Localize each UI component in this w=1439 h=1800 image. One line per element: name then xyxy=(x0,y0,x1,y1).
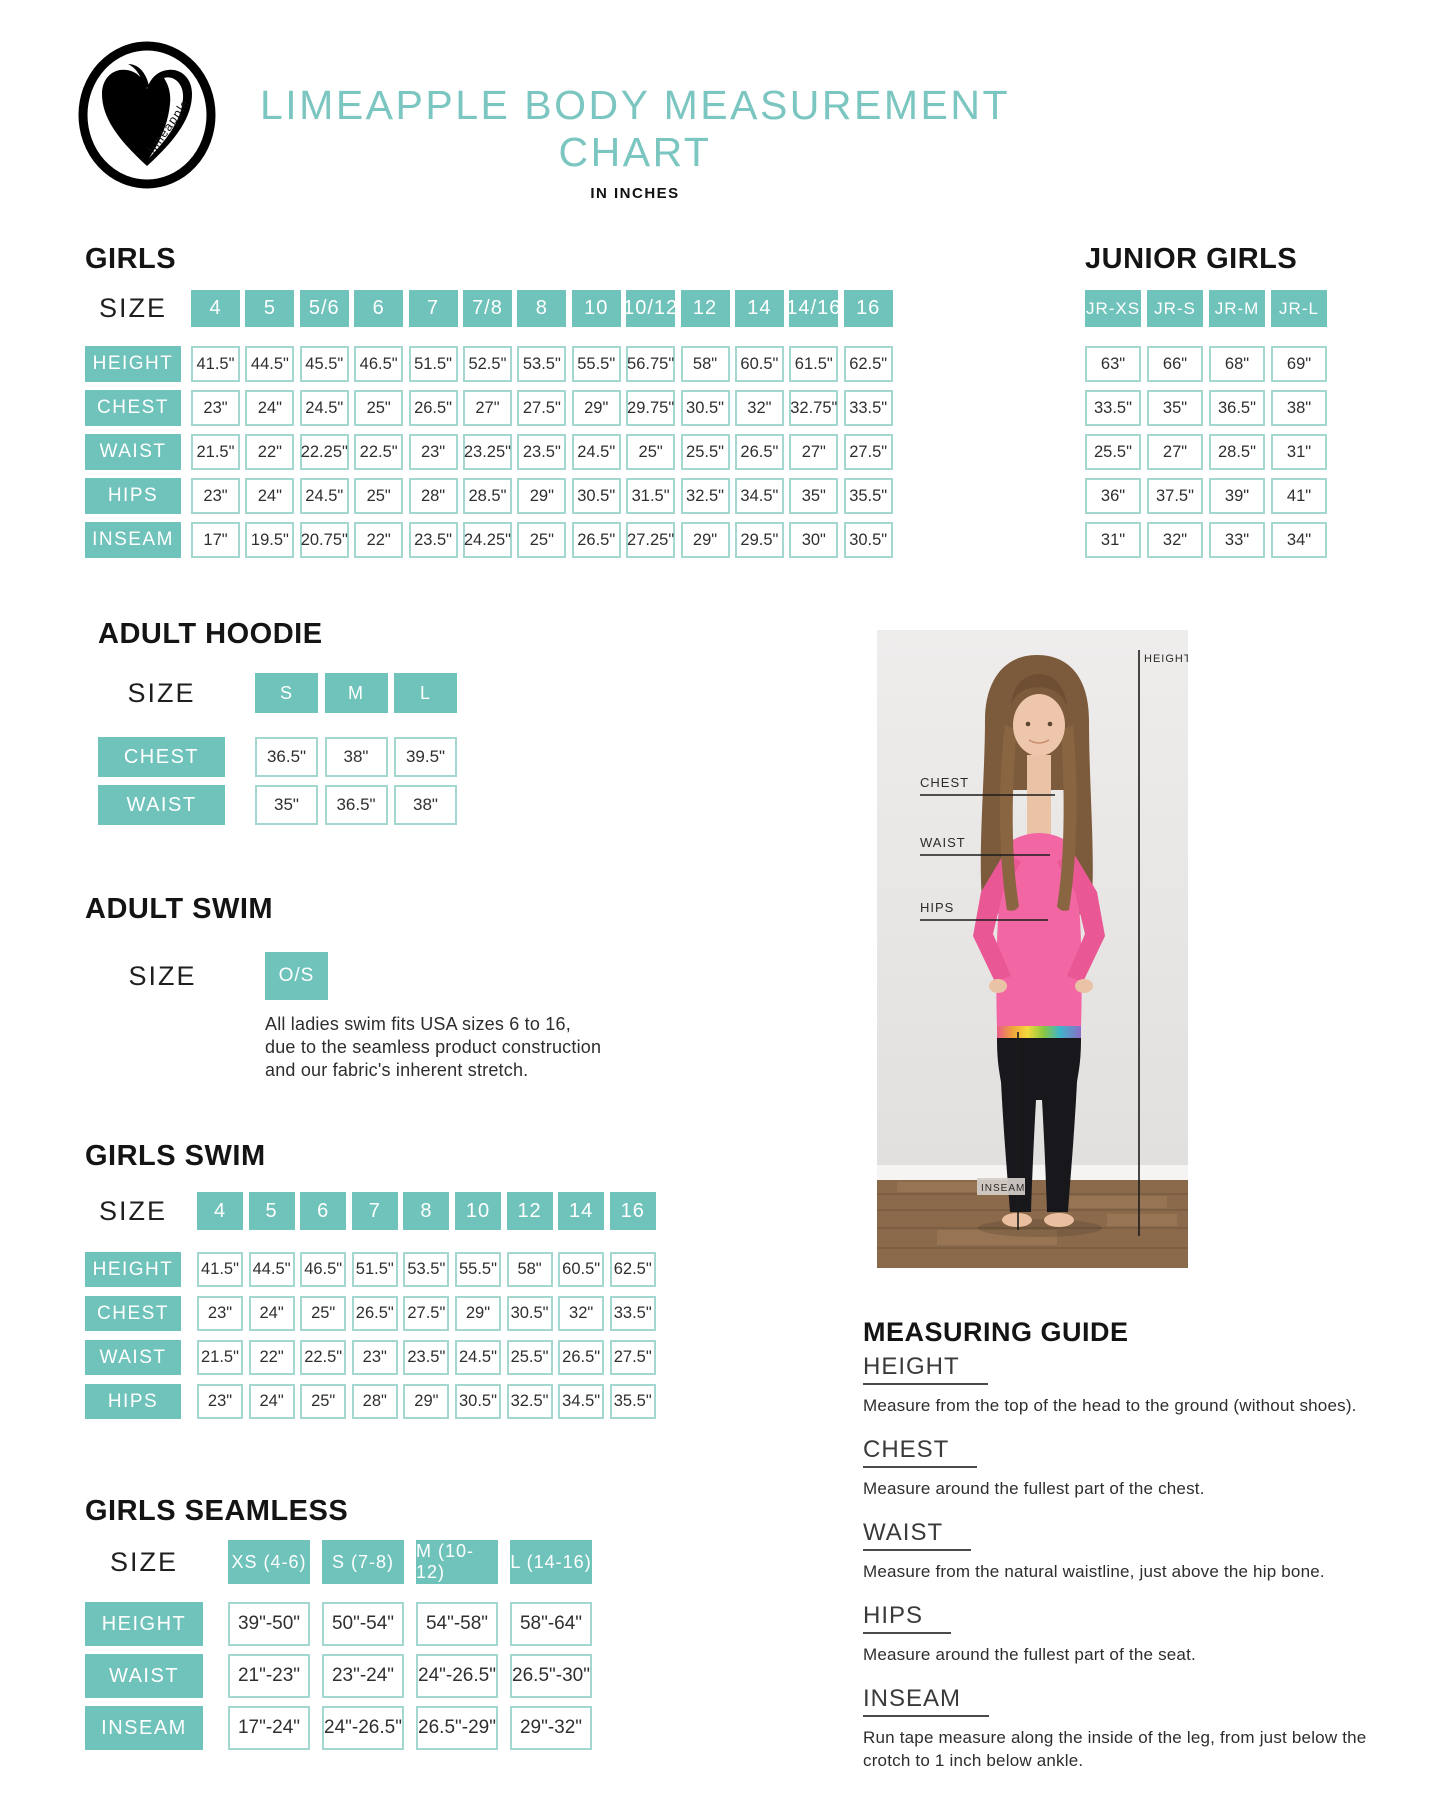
value-cell: 32.5" xyxy=(507,1384,553,1419)
table-row xyxy=(85,1706,645,1750)
guide-description: Measure from the natural waistline, just above the hip bone. xyxy=(863,1562,1325,1581)
table-row xyxy=(1085,478,1385,514)
size-header-cell: 4 xyxy=(197,1192,243,1230)
value-cell: 24" xyxy=(245,390,294,426)
junior-girls-table xyxy=(1085,290,1385,558)
value-cell: 23" xyxy=(191,478,240,514)
value-cell: 17" xyxy=(191,522,240,558)
value-cell: 39"-50" xyxy=(228,1602,310,1646)
value-cell: 23" xyxy=(352,1340,398,1375)
value-cell: 46.5" xyxy=(300,1252,346,1287)
adult-swim-table xyxy=(85,952,645,1000)
row-label-cell: CHEST xyxy=(98,737,225,777)
guide-item xyxy=(863,1519,1408,1583)
value-cell: 33.5" xyxy=(844,390,893,426)
size-header-cell: 10 xyxy=(455,1192,501,1230)
value-cell: 23.25" xyxy=(463,434,512,470)
guide-item xyxy=(863,1685,1408,1772)
value-cell: 34.5" xyxy=(558,1384,604,1419)
value-cell: 62.5" xyxy=(610,1252,656,1287)
size-header-row xyxy=(85,952,645,1000)
value-cell: 41.5" xyxy=(191,346,240,382)
table-row xyxy=(85,1340,705,1375)
girls-seamless-heading: GIRLS SEAMLESS xyxy=(85,1495,349,1527)
row-label-cell: CHEST xyxy=(85,390,181,426)
value-cell: 69" xyxy=(1271,346,1327,382)
size-header-cell: 8 xyxy=(403,1192,449,1230)
value-cell: 25" xyxy=(300,1296,346,1331)
guide-term: INSEAM xyxy=(863,1685,989,1717)
value-cell: 28.5" xyxy=(1209,434,1265,470)
junior-girls-section xyxy=(1085,243,1385,566)
value-cell: 61.5" xyxy=(789,346,838,382)
value-cell: 21"-23" xyxy=(228,1654,310,1698)
value-cell: 32.5" xyxy=(681,478,730,514)
value-cell: 26.5"-30" xyxy=(510,1654,592,1698)
value-cell: 39.5" xyxy=(394,737,457,777)
value-cell: 32.75" xyxy=(789,390,838,426)
swim-note-line: due to the seamless product construction xyxy=(265,1037,602,1057)
size-header-row xyxy=(98,673,498,713)
value-cell: 23.5" xyxy=(409,522,458,558)
height-label: HEIGHT xyxy=(1144,653,1188,665)
table-row xyxy=(1085,434,1385,470)
size-header-cell: 4 xyxy=(191,290,240,327)
table-row xyxy=(85,478,905,514)
value-cell: 34" xyxy=(1271,522,1327,558)
value-cell: 29" xyxy=(572,390,621,426)
row-label-cell: WAIST xyxy=(85,1654,203,1698)
guide-description: Run tape measure along the inside of the leg, from just below the crotch to 1 inch below ankle. xyxy=(863,1728,1367,1770)
value-cell: 29" xyxy=(681,522,730,558)
value-cell: 33" xyxy=(1209,522,1265,558)
value-cell: 60.5" xyxy=(558,1252,604,1287)
value-cell: 58"-64" xyxy=(510,1602,592,1646)
size-header-cell: JR-M xyxy=(1209,290,1265,327)
girls-swim-table xyxy=(85,1192,705,1419)
adult-swim-note xyxy=(265,1013,645,1082)
model-photo xyxy=(877,630,1188,1268)
table-row xyxy=(98,785,498,825)
table-row xyxy=(1085,346,1385,382)
value-cell: 22" xyxy=(354,522,403,558)
value-cell: 36" xyxy=(1085,478,1141,514)
value-cell: 25" xyxy=(626,434,675,470)
table-row xyxy=(85,1654,645,1698)
size-header-cell: M xyxy=(325,673,388,713)
value-cell: 66" xyxy=(1147,346,1203,382)
value-cell: 35" xyxy=(1147,390,1203,426)
inseam-label: INSEAM xyxy=(981,1183,1026,1194)
junior-girls-heading: JUNIOR GIRLS xyxy=(1085,243,1298,275)
value-cell: 31.5" xyxy=(626,478,675,514)
value-cell: 44.5" xyxy=(249,1252,295,1287)
value-cell: 51.5" xyxy=(409,346,458,382)
value-cell: 38" xyxy=(325,737,388,777)
guide-item xyxy=(863,1602,1408,1666)
value-cell: 24.25" xyxy=(463,522,512,558)
value-cell: 30.5" xyxy=(455,1384,501,1419)
guide-description: Measure around the fullest part of the seat. xyxy=(863,1645,1196,1664)
value-cell: 27.5" xyxy=(403,1296,449,1331)
guide-item xyxy=(863,1353,1408,1417)
size-header-cell: 12 xyxy=(507,1192,553,1230)
value-cell: 22.5" xyxy=(354,434,403,470)
value-cell: 58" xyxy=(507,1252,553,1287)
size-header-cell: O/S xyxy=(265,952,328,1000)
table-row xyxy=(1085,390,1385,426)
value-cell: 31" xyxy=(1085,522,1141,558)
value-cell: 68" xyxy=(1209,346,1265,382)
size-header-cell: L xyxy=(394,673,457,713)
row-label-cell: HEIGHT xyxy=(85,1252,181,1287)
waist-label: WAIST xyxy=(920,835,966,850)
value-cell: 39" xyxy=(1209,478,1265,514)
size-label: SIZE xyxy=(98,293,167,323)
value-cell: 22" xyxy=(245,434,294,470)
value-cell: 22.25" xyxy=(300,434,349,470)
value-cell: 23" xyxy=(191,390,240,426)
size-header-cell: 7 xyxy=(409,290,458,327)
size-header-cell: 5/6 xyxy=(300,290,349,327)
value-cell: 23" xyxy=(409,434,458,470)
size-header-row xyxy=(1085,290,1385,327)
size-header-cell: XS (4-6) xyxy=(228,1540,310,1584)
value-cell: 60.5" xyxy=(735,346,784,382)
value-cell: 53.5" xyxy=(403,1252,449,1287)
row-label-cell: HIPS xyxy=(85,478,181,514)
value-cell: 50"-54" xyxy=(322,1602,404,1646)
value-cell: 24.5" xyxy=(455,1340,501,1375)
size-header-cell: JR-S xyxy=(1147,290,1203,327)
value-cell: 29" xyxy=(403,1384,449,1419)
value-cell: 17"-24" xyxy=(228,1706,310,1750)
size-label: SIZE xyxy=(98,1195,167,1226)
table-row xyxy=(98,737,498,777)
row-label-cell: HEIGHT xyxy=(85,1602,203,1646)
value-cell: 30" xyxy=(789,522,838,558)
size-header-cell: 6 xyxy=(300,1192,346,1230)
value-cell: 63" xyxy=(1085,346,1141,382)
value-cell: 30.5" xyxy=(572,478,621,514)
value-cell: 41" xyxy=(1271,478,1327,514)
value-cell: 26.5" xyxy=(735,434,784,470)
value-cell: 35.5" xyxy=(610,1384,656,1419)
value-cell: 30.5" xyxy=(681,390,730,426)
value-cell: 35.5" xyxy=(844,478,893,514)
table-row xyxy=(85,1384,705,1419)
value-cell: 33.5" xyxy=(610,1296,656,1331)
value-cell: 21.5" xyxy=(191,434,240,470)
swim-note-line: All ladies swim fits USA sizes 6 to 16, xyxy=(265,1014,571,1034)
value-cell: 26.5" xyxy=(572,522,621,558)
value-cell: 35" xyxy=(789,478,838,514)
value-cell: 28" xyxy=(409,478,458,514)
size-header-row xyxy=(85,1192,705,1230)
row-label-cell: HEIGHT xyxy=(85,346,181,382)
value-cell: 26.5" xyxy=(352,1296,398,1331)
value-cell: 36.5" xyxy=(255,737,318,777)
value-cell: 34.5" xyxy=(735,478,784,514)
row-label-cell: CHEST xyxy=(85,1296,181,1331)
logo-text: limeapple xyxy=(144,96,193,156)
value-cell: 54"-58" xyxy=(416,1602,498,1646)
value-cell: 25" xyxy=(517,522,566,558)
hips-label: HIPS xyxy=(920,900,955,915)
value-cell: 44.5" xyxy=(245,346,294,382)
value-cell: 24" xyxy=(245,478,294,514)
value-cell: 25" xyxy=(354,478,403,514)
value-cell: 62.5" xyxy=(844,346,893,382)
value-cell: 28" xyxy=(352,1384,398,1419)
size-header-cell: JR-XS xyxy=(1085,290,1141,327)
girls-swim-section xyxy=(85,1140,705,1428)
value-cell: 24"-26.5" xyxy=(322,1706,404,1750)
value-cell: 23" xyxy=(197,1384,243,1419)
value-cell: 46.5" xyxy=(354,346,403,382)
row-label-cell: WAIST xyxy=(85,434,181,470)
page-title: LIMEAPPLE BODY MEASUREMENT CHART xyxy=(259,82,1011,175)
size-label: SIZE xyxy=(109,1546,178,1577)
size-header-cell: JR-L xyxy=(1271,290,1327,327)
value-cell: 25.5" xyxy=(507,1340,553,1375)
size-header-cell: S (7-8) xyxy=(322,1540,404,1584)
value-cell: 38" xyxy=(1271,390,1327,426)
size-header-cell: L (14-16) xyxy=(510,1540,592,1584)
row-label-cell: WAIST xyxy=(85,1340,181,1375)
measuring-guide-heading: MEASURING GUIDE xyxy=(863,1317,1129,1347)
chest-label: CHEST xyxy=(920,775,970,790)
page-subtitle: IN INCHES xyxy=(590,185,680,202)
table-row xyxy=(85,434,905,470)
value-cell: 27.25" xyxy=(626,522,675,558)
size-header-cell: 8 xyxy=(517,290,566,327)
guide-description: Measure around the fullest part of the chest. xyxy=(863,1479,1205,1498)
girls-table xyxy=(85,290,905,558)
value-cell: 32" xyxy=(558,1296,604,1331)
model-photo-illustration xyxy=(877,630,1188,1268)
value-cell: 22.5" xyxy=(300,1340,346,1375)
size-header-cell: 7/8 xyxy=(463,290,512,327)
value-cell: 35" xyxy=(255,785,318,825)
size-header-row xyxy=(85,1540,645,1584)
limeapple-logo xyxy=(72,40,222,190)
size-header-cell: 16 xyxy=(844,290,893,327)
value-cell: 25.5" xyxy=(1085,434,1141,470)
value-cell: 25.5" xyxy=(681,434,730,470)
size-label: SIZE xyxy=(128,960,197,991)
table-row xyxy=(85,390,905,426)
limeapple-logo-icon xyxy=(72,40,222,190)
value-cell: 31" xyxy=(1271,434,1327,470)
girls-swim-heading: GIRLS SWIM xyxy=(85,1140,266,1172)
adult-hoodie-table xyxy=(98,673,498,825)
table-row xyxy=(85,1296,705,1331)
value-cell: 27.5" xyxy=(844,434,893,470)
value-cell: 41.5" xyxy=(197,1252,243,1287)
value-cell: 56.75" xyxy=(626,346,675,382)
value-cell: 30.5" xyxy=(844,522,893,558)
row-label-cell: INSEAM xyxy=(85,522,181,558)
value-cell: 33.5" xyxy=(1085,390,1141,426)
value-cell: 53.5" xyxy=(517,346,566,382)
value-cell: 25" xyxy=(354,390,403,426)
value-cell: 29" xyxy=(455,1296,501,1331)
row-label-cell: HIPS xyxy=(85,1384,181,1419)
value-cell: 26.5" xyxy=(409,390,458,426)
table-row xyxy=(1085,522,1385,558)
value-cell: 29"-32" xyxy=(510,1706,592,1750)
swim-note-line: and our fabric's inherent stretch. xyxy=(265,1060,529,1080)
guide-description: Measure from the top of the head to the ground (without shoes). xyxy=(863,1396,1357,1415)
value-cell: 29.75" xyxy=(626,390,675,426)
value-cell: 24"-26.5" xyxy=(416,1654,498,1698)
value-cell: 51.5" xyxy=(352,1252,398,1287)
girls-seamless-table xyxy=(85,1540,645,1750)
adult-hoodie-heading: ADULT HOODIE xyxy=(98,618,323,650)
value-cell: 25" xyxy=(300,1384,346,1419)
value-cell: 37.5" xyxy=(1147,478,1203,514)
size-header-cell: 14 xyxy=(558,1192,604,1230)
value-cell: 36.5" xyxy=(1209,390,1265,426)
measuring-guide-list xyxy=(863,1353,1408,1772)
size-header-cell: 5 xyxy=(245,290,294,327)
value-cell: 23"-24" xyxy=(322,1654,404,1698)
adult-swim-section xyxy=(85,893,645,1082)
value-cell: 24" xyxy=(249,1296,295,1331)
guide-term: HIPS xyxy=(863,1602,951,1634)
size-header-cell: 10/12 xyxy=(626,290,675,327)
table-row xyxy=(85,1602,645,1646)
size-header-cell: 12 xyxy=(681,290,730,327)
value-cell: 27.5" xyxy=(610,1340,656,1375)
girls-section xyxy=(85,243,905,566)
value-cell: 30.5" xyxy=(507,1296,553,1331)
value-cell: 23" xyxy=(197,1296,243,1331)
value-cell: 23.5" xyxy=(517,434,566,470)
value-cell: 29.5" xyxy=(735,522,784,558)
size-label: SIZE xyxy=(127,677,196,708)
size-header-cell: 16 xyxy=(610,1192,656,1230)
value-cell: 38" xyxy=(394,785,457,825)
value-cell: 29" xyxy=(517,478,566,514)
guide-term: CHEST xyxy=(863,1436,977,1468)
value-cell: 21.5" xyxy=(197,1340,243,1375)
value-cell: 27.5" xyxy=(517,390,566,426)
value-cell: 52.5" xyxy=(463,346,512,382)
size-header-cell: 14 xyxy=(735,290,784,327)
value-cell: 27" xyxy=(463,390,512,426)
size-header-cell: 5 xyxy=(249,1192,295,1230)
value-cell: 23.5" xyxy=(403,1340,449,1375)
size-header-row xyxy=(85,290,905,327)
page-header xyxy=(235,82,1035,202)
value-cell: 19.5" xyxy=(245,522,294,558)
girls-heading: GIRLS xyxy=(85,243,177,275)
value-cell: 24.5" xyxy=(572,434,621,470)
value-cell: 26.5"-29" xyxy=(416,1706,498,1750)
value-cell: 20.75" xyxy=(300,522,349,558)
table-row xyxy=(85,522,905,558)
value-cell: 55.5" xyxy=(572,346,621,382)
value-cell: 45.5" xyxy=(300,346,349,382)
value-cell: 22" xyxy=(249,1340,295,1375)
guide-term: WAIST xyxy=(863,1519,971,1551)
value-cell: 24" xyxy=(249,1384,295,1419)
value-cell: 58" xyxy=(681,346,730,382)
guide-item xyxy=(863,1436,1408,1500)
size-header-cell: S xyxy=(255,673,318,713)
table-row xyxy=(85,1252,705,1287)
girls-seamless-section xyxy=(85,1495,645,1758)
value-cell: 27" xyxy=(1147,434,1203,470)
row-label-cell: WAIST xyxy=(98,785,225,825)
size-header-cell: M (10-12) xyxy=(416,1540,498,1584)
value-cell: 28.5" xyxy=(463,478,512,514)
value-cell: 24.5" xyxy=(300,478,349,514)
size-header-cell: 6 xyxy=(354,290,403,327)
value-cell: 32" xyxy=(1147,522,1203,558)
value-cell: 32" xyxy=(735,390,784,426)
size-header-cell: 10 xyxy=(572,290,621,327)
value-cell: 24.5" xyxy=(300,390,349,426)
table-row xyxy=(85,346,905,382)
value-cell: 27" xyxy=(789,434,838,470)
value-cell: 55.5" xyxy=(455,1252,501,1287)
value-cell: 36.5" xyxy=(325,785,388,825)
adult-swim-heading: ADULT SWIM xyxy=(85,893,274,925)
row-label-cell: INSEAM xyxy=(85,1706,203,1750)
guide-term: HEIGHT xyxy=(863,1353,988,1385)
measuring-guide-section xyxy=(863,1317,1408,1791)
adult-hoodie-section xyxy=(98,618,498,833)
size-header-cell: 7 xyxy=(352,1192,398,1230)
size-header-cell: 14/16 xyxy=(789,290,838,327)
value-cell: 26.5" xyxy=(558,1340,604,1375)
